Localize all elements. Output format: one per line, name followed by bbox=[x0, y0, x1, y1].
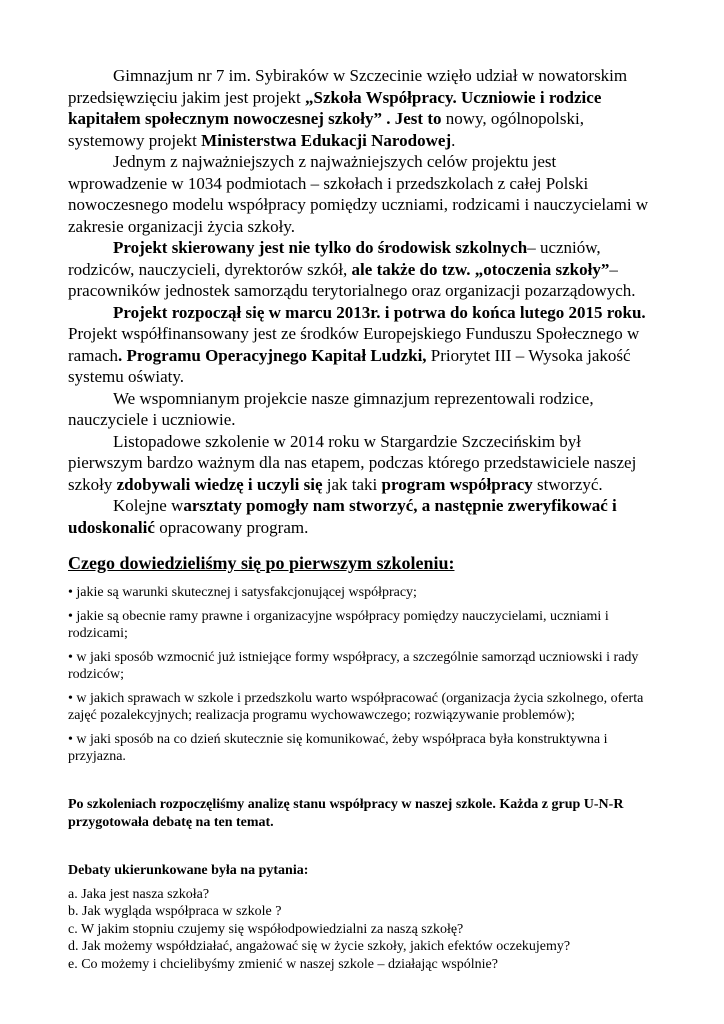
learned-heading: Czego dowiedzieliśmy się po pierwszym szkoleniu: bbox=[68, 553, 455, 573]
paragraph-timeline: Projekt rozpoczął się w marcu 2013r. i potrwa do końca lutego 2015 roku. Projekt współfinansowany jest ze środków Europejskiego Funduszu Społecznego w ramach. Programu Operacyjnego Kapitał Ludzki, Priorytet III – Wysoka jakość systemu oświaty. bbox=[68, 302, 646, 386]
list-item: • w jaki sposób na co dzień skutecznie się komunikować, żeby współpraca była konstruktywna i przyjazna. bbox=[68, 731, 608, 764]
list-item: e. Co możemy i chcielibyśmy zmienić w naszej szkole – działając wspólnie? bbox=[68, 956, 498, 972]
paragraph-workshops: Kolejne warsztaty pomogły nam stworzyć, a następnie zweryfikować i udoskonalić opracowany program. bbox=[68, 496, 617, 537]
list-item: • w jaki sposób wzmocnić już istniejące formy współpracy, a szczególnie samorząd uczniowski i rady rodziców; bbox=[68, 649, 639, 682]
questions-list bbox=[68, 886, 654, 974]
list-item: d. Jak możemy współdziałać, angażować się w życie szkoły, jakich efektów oczekujemy? bbox=[68, 939, 571, 954]
paragraph-audience: Projekt skierowany jest nie tylko do środowisk szkolnych– uczniów, rodziców, nauczycieli, dyrektorów szkół, ale także do tzw. „otoczenia szkoły”– pracowników jednostek samorządu terytorialnego oraz organizacji pozarządowych. bbox=[68, 238, 636, 300]
paragraph-training: Listopadowe szkolenie w 2014 roku w Stargardzie Szczecińskim był pierwszym bardzo ważnym dla nas etapem, podczas którego przedstawiciele naszej szkoły zdobywali wiedzę i uczyli się jak taki program współpracy stworzyć. bbox=[68, 431, 637, 494]
paragraph-representatives: We wspomnianym projekcie nasze gimnazjum reprezentowali rodzice, nauczyciele i uczniowie. bbox=[68, 388, 594, 429]
article-body bbox=[68, 65, 654, 538]
learned-list bbox=[68, 584, 654, 766]
list-item: c. W jakim stopniu czujemy się współodpowiedzialni za naszą szkołę? bbox=[68, 921, 464, 937]
list-item: a. Jaka jest nasza szkoła? bbox=[68, 886, 210, 902]
list-item: b. Jak wygląda współpraca w szkole ? bbox=[68, 904, 282, 919]
list-item: • jakie są warunki skutecznej i satysfakcjonującej współpracy; bbox=[68, 585, 417, 600]
paragraph-intro: Gimnazjum nr 7 im. Sybiraków w Szczecinie wzięło udział w nowatorskim przedsięwzięciu jakim jest projekt „Szkoła Współpracy. Uczniowie i rodzice kapitałem społecznym nowoczesnej szkoły” . Jest to nowy, ogólnopolski, systemowy projekt Ministerstwa Edukacji Narodowej. bbox=[68, 66, 628, 150]
paragraph-goal: Jednym z najważniejszych z najważniejszych celów projektu jest wprowadzenie w 1034 podmiotach – szkołach i przedszkolach z całej Polski nowoczesnego modelu współpracy pomiędzy uczniami, rodzicami i nauczycielami w zakresie organizacji życia szkoły. bbox=[68, 152, 649, 236]
summary-paragraph: Po szkoleniach rozpoczęliśmy analizę stanu współpracy w naszej szkole. Każda z grup U-N-R przygotowała debatę na ten temat. bbox=[68, 796, 624, 830]
list-item: • jakie są obecnie ramy prawne i organizacyjne współpracy pomiędzy nauczycielami, uczniami i rodzicami; bbox=[68, 608, 609, 641]
list-item: • w jakich sprawach w szkole i przedszkolu warto współpracować (organizacja życia szkolnego, oferta zajęć pozalekcyjnych; realizacja programu wychowawczego; rozwiązywanie problemów); bbox=[68, 690, 644, 723]
debate-heading: Debaty ukierunkowane była na pytania: bbox=[68, 862, 309, 878]
